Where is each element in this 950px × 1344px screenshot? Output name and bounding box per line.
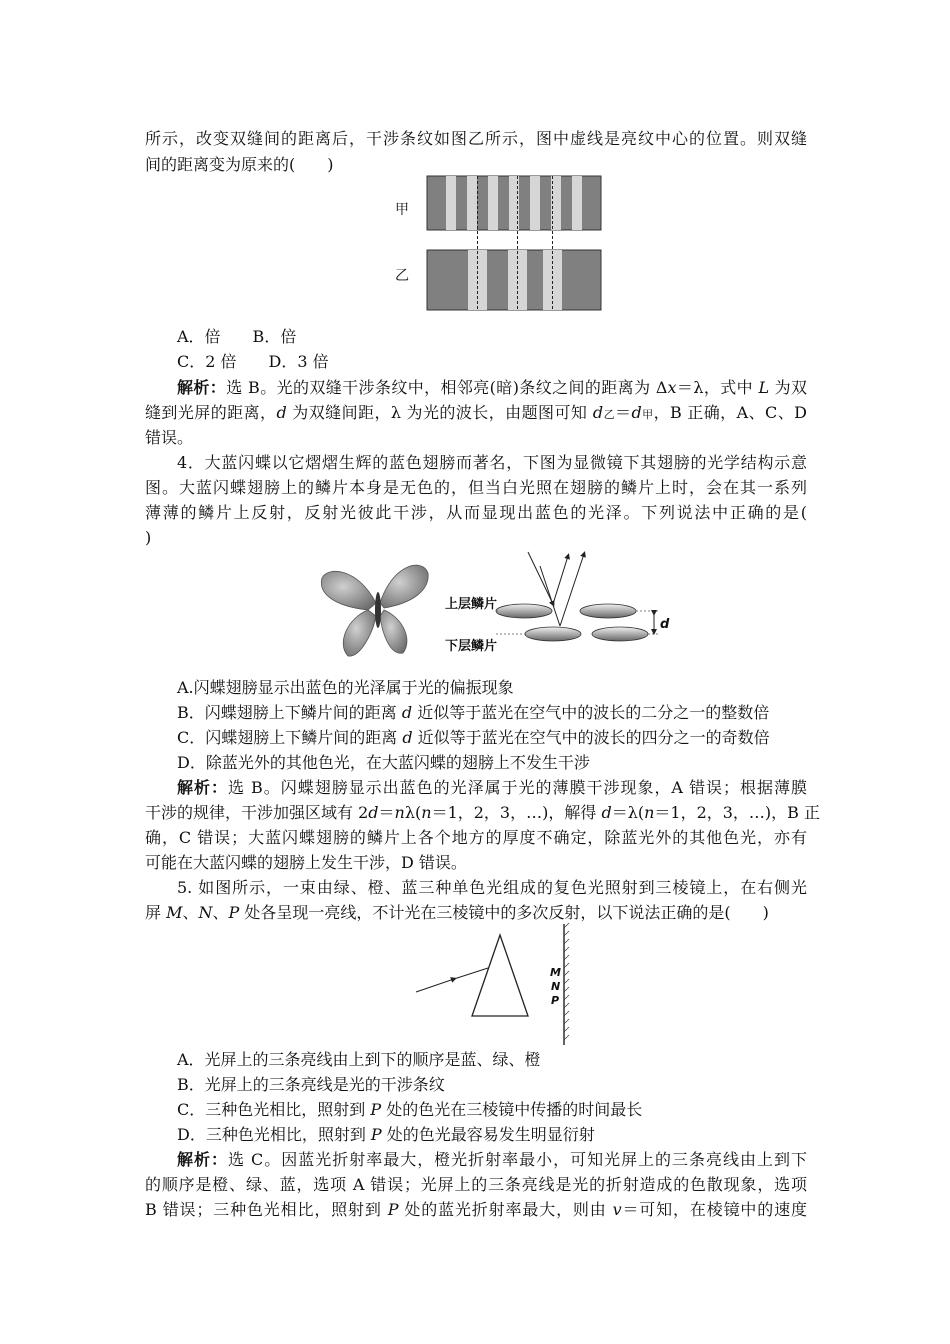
q5-option-b: B．光屏上的三条亮线是光的干涉条纹 (177, 1075, 445, 1094)
incident-light-ray-end (454, 968, 488, 979)
q4-stem-line-2: 图。大蓝闪蝶翅膀上的鳞片本身是无色的，但当白光照在翅膀的鳞片上时，会在其一系列 (145, 478, 807, 497)
q5-answer-line-2: 的顺序是橙、绿、蓝，选项 A 错误；光屏上的三条亮线是光的折射造成的色散现象，选项 (145, 1175, 807, 1194)
q4-answer-line-4: 可能在大蓝闪蝶的翅膀上发生干涉，D 错误。 (145, 853, 467, 872)
fringe-figure (390, 172, 610, 316)
q5-stem-line-1: 5. 如图所示，一束由绿、橙、蓝三种单色光组成的复色光照射到三棱镜上，在右侧光 (177, 878, 807, 897)
q4-answer-line-3: 确，C 错误；大蓝闪蝶翅膀的鳞片上各个地方的厚度不确定，除蓝光外的其他色光，亦有 (145, 828, 807, 847)
q3-stem-line-2: 间的距离变为原来的( ) (145, 155, 334, 174)
upper-scale-label: 上层鳞片 (445, 597, 498, 612)
incident-light-ray (416, 979, 454, 992)
q5-option-d: D．三种色光相比，照射到 P 处的色光最容易发生明显衍射 (177, 1125, 595, 1144)
distance-label-d: d (660, 617, 670, 632)
q5-answer-line-1: 解析：选 C。因蓝光折射率最大，橙光折射率最小，可知光屏上的三条亮线由上到下 (177, 1150, 807, 1169)
prism-triangle (472, 935, 528, 1016)
q4-stem-line-4: ) (145, 528, 152, 547)
q5-answer-line-3: B 错误；三种色光相比，照射到 P 处的蓝光折射率最大，则由 v＝可知，在棱镜中的速度 (145, 1200, 807, 1219)
lower-scale-label: 下层鳞片 (445, 639, 498, 654)
fringe-pattern-yi (427, 250, 601, 310)
prism-figure (410, 920, 580, 1045)
q4-answer-line-1: 解析：选 B。闪蝶翅膀显示出蓝色的光泽属于光的薄膜干涉现象，A 错误；根据薄膜 (177, 778, 807, 797)
q4-answer-line-2: 干涉的规律，干涉加强区域有 2d＝nλ(n＝1，2，3，…)，解得 d＝λ(n＝1，2，3，…)，B 正 (145, 803, 821, 822)
q5-option-c: C．三种色光相比，照射到 P 处的色光在三棱镜中传播的时间最长 (177, 1100, 643, 1119)
q4-stem-line-3: 薄薄的鳞片上反射，反射光彼此干涉，从而显现出蓝色的光泽。下列说法中正确的是( (145, 503, 807, 522)
q4-option-d: D．除蓝光外的其他色光，在大蓝闪蝶的翅膀上不发生干涉 (177, 753, 590, 772)
scale-ellipses (496, 604, 648, 641)
q3-answer-line-3: 错误。 (145, 428, 194, 447)
q5-option-a: A．光屏上的三条亮线由上到下的顺序是蓝、绿、橙 (177, 1050, 541, 1069)
butterfly-image (321, 565, 428, 656)
screen-label-p: P (551, 994, 560, 1007)
screen-hatching (564, 923, 569, 1040)
screen-label-n: N (551, 980, 561, 993)
q3-options-line-2: C．2 倍 D．3 倍 (177, 352, 329, 371)
q4-option-a: A.闪蝶翅膀显示出蓝色的光泽属于光的偏振现象 (177, 678, 514, 697)
fig-label-yi: 乙 (395, 268, 409, 284)
q3-answer-line-2: 缝到光屏的距离，d 为双缝间距，λ 为光的波长，由题图可知 d乙＝d甲，B 正确，A、C、D (145, 403, 807, 422)
q4-option-b: B．闪蝶翅膀上下鳞片间的距离 d 近似等于蓝光在空气中的波长的二分之一的整数倍 (177, 703, 770, 722)
q3-stem-line-1: 所示，改变双缝间的距离后，干涉条纹如图乙所示，图中虚线是亮纹中心的位置。则双缝 (145, 129, 807, 148)
q3-options-line-1: A．倍 B．倍 (177, 327, 297, 346)
q3-answer-line-1: 解析：选 B。光的双缝干涉条纹中，相邻亮(暗)条纹之间的距离为 Δx＝λ，式中 L 为双 (177, 378, 807, 397)
q4-stem-line-1: 4．大蓝闪蝶以它熠熠生辉的蓝色翅膀而著名，下图为显微镜下其翅膀的光学结构示意 (177, 453, 807, 472)
q4-option-c: C．闪蝶翅膀上下鳞片间的距离 d 近似等于蓝光在空气中的波长的四分之一的奇数倍 (177, 728, 770, 747)
q5-stem-line-2: 屏 M、N、P 处各呈现一亮线，不计光在三棱镜中的多次反射，以下说法正确的是( ) (145, 903, 769, 922)
fig-label-jia: 甲 (395, 202, 409, 218)
fringe-pattern-jia (427, 176, 601, 230)
butterfly-scale-figure (318, 548, 678, 663)
screen-label-m: M (550, 966, 561, 979)
